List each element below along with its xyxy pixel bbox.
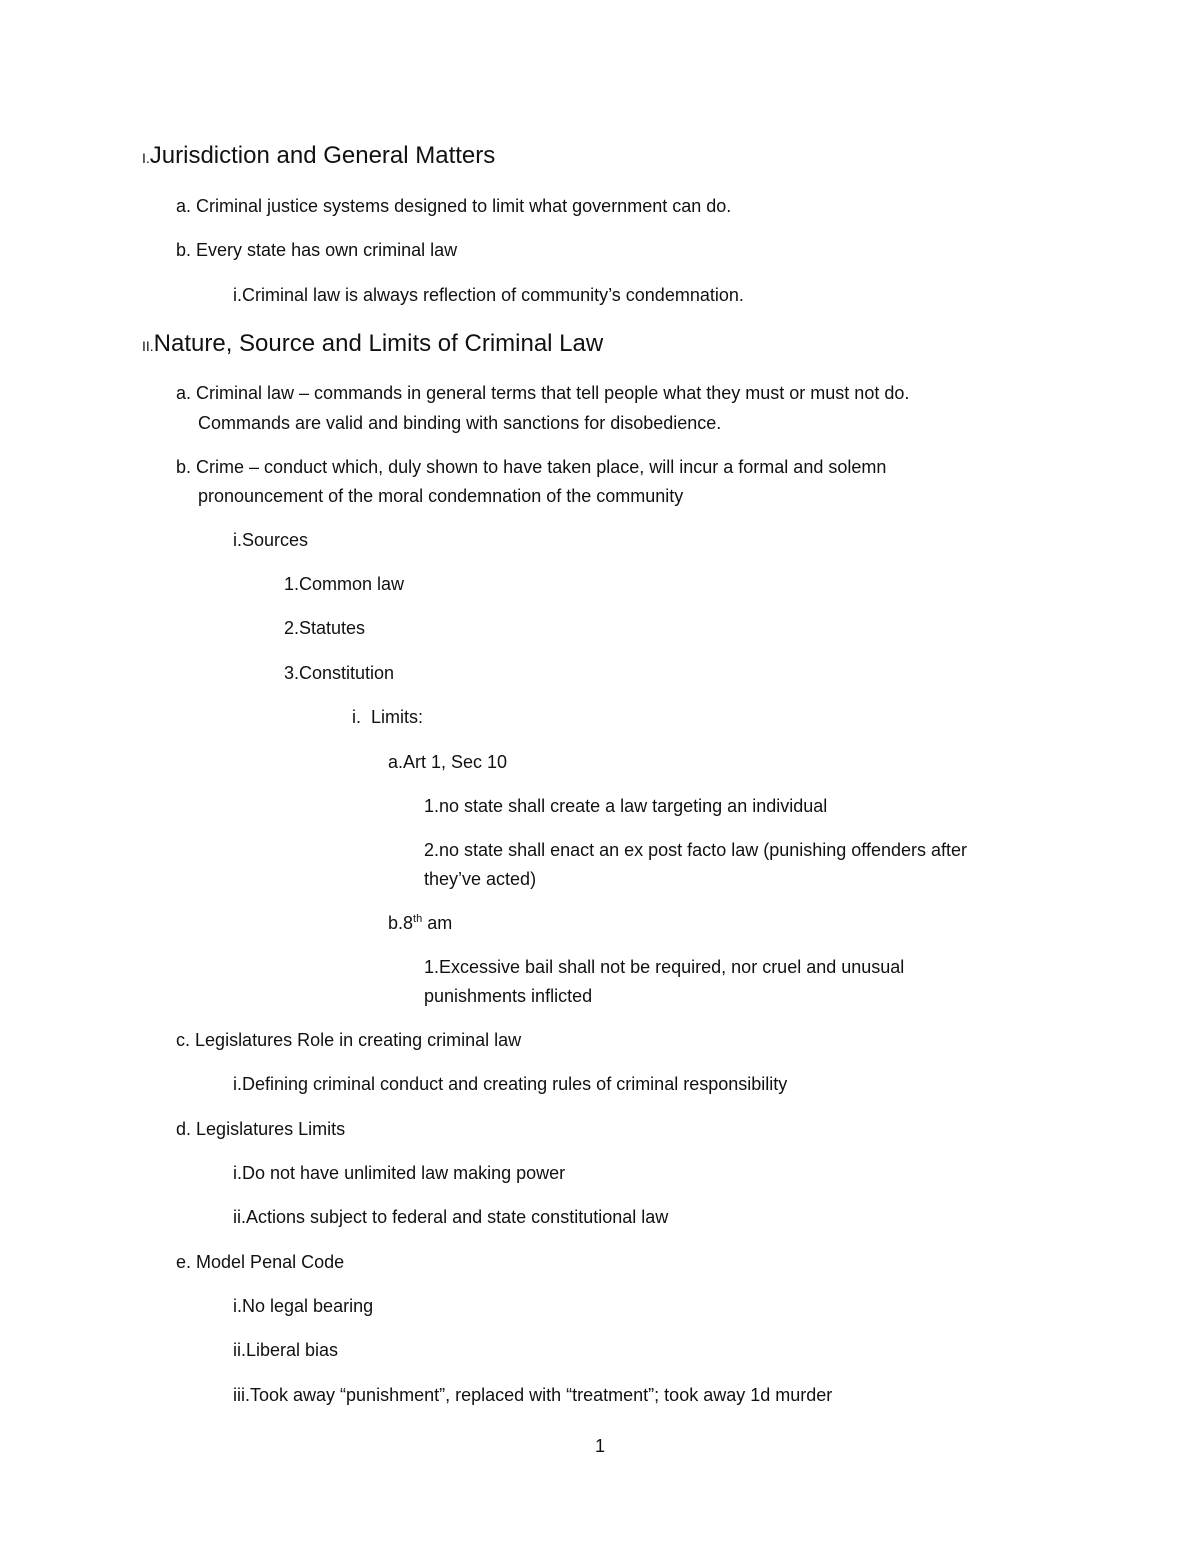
list-item bbox=[176, 235, 457, 265]
list-marker: 2. bbox=[284, 618, 300, 638]
list-text: no state shall create a law targeting an individual bbox=[439, 796, 828, 816]
list-marker: 1. bbox=[284, 574, 300, 594]
list-text: Sources bbox=[242, 530, 309, 550]
section-numeral: II. bbox=[142, 338, 154, 354]
list-text-continuation: they’ve acted) bbox=[424, 869, 537, 889]
list-text: no state shall enact an ex post facto law (punishing offenders after bbox=[439, 840, 968, 860]
list-marker: b. bbox=[176, 240, 192, 260]
list-marker: a. bbox=[176, 196, 192, 216]
list-text: Took away “punishment”, replaced with “treatment”; took away 1d murder bbox=[250, 1385, 833, 1405]
list-marker: d. bbox=[176, 1119, 192, 1139]
list-item bbox=[233, 1335, 338, 1365]
list-marker: a. bbox=[388, 752, 404, 772]
list-marker: i. bbox=[233, 1074, 242, 1094]
list-text: Legislatures Limits bbox=[196, 1119, 346, 1139]
section-heading bbox=[142, 327, 603, 363]
page-number: 1 bbox=[594, 1436, 605, 1456]
list-marker: c. bbox=[176, 1030, 191, 1050]
list-text: Constitution bbox=[299, 663, 395, 683]
superscript: th bbox=[413, 913, 423, 925]
list-text: Actions subject to federal and state constitutional law bbox=[246, 1207, 669, 1227]
list-marker: b. bbox=[388, 913, 404, 933]
list-marker: b. bbox=[176, 457, 192, 477]
list-item bbox=[233, 1069, 787, 1099]
section-title: Jurisdiction and General Matters bbox=[149, 142, 496, 169]
list-item bbox=[352, 702, 423, 732]
list-text: Every state has own criminal law bbox=[196, 240, 458, 260]
list-marker: ii. bbox=[233, 1207, 246, 1227]
list-text: Criminal law – commands in general terms that tell people what they must or must not do. bbox=[196, 383, 910, 403]
list-text: No legal bearing bbox=[242, 1296, 374, 1316]
list-item bbox=[176, 1025, 521, 1055]
list-text: Criminal justice systems designed to limit what government can do. bbox=[196, 196, 732, 216]
list-text: Do not have unlimited law making power bbox=[242, 1163, 566, 1183]
section-heading bbox=[142, 139, 495, 175]
list-item bbox=[233, 1158, 565, 1188]
list-marker: e. bbox=[176, 1252, 192, 1272]
list-marker: i. bbox=[233, 1296, 242, 1316]
list-marker: 1. bbox=[424, 957, 440, 977]
list-item bbox=[176, 191, 731, 221]
list-text: am bbox=[422, 913, 453, 933]
list-item bbox=[176, 1247, 344, 1277]
list-text: Art 1, Sec 10 bbox=[403, 752, 508, 772]
list-item bbox=[233, 1202, 668, 1232]
list-marker: 2. bbox=[424, 840, 440, 860]
list-item bbox=[176, 1114, 345, 1144]
list-marker: i. bbox=[352, 707, 361, 727]
list-item bbox=[176, 452, 886, 482]
list-marker: i. bbox=[233, 285, 242, 305]
list-item bbox=[388, 908, 452, 938]
list-marker: i. bbox=[233, 530, 242, 550]
list-text: Crime – conduct which, duly shown to have taken place, will incur a formal and solemn bbox=[196, 457, 887, 477]
list-item bbox=[284, 658, 394, 688]
list-text-continuation: punishments inflicted bbox=[424, 986, 593, 1006]
list-text-continuation: pronouncement of the moral condemnation of the community bbox=[198, 486, 684, 506]
section-numeral: I. bbox=[142, 150, 150, 166]
list-marker: iii. bbox=[233, 1385, 250, 1405]
list-item bbox=[233, 1291, 373, 1321]
list-item bbox=[424, 791, 827, 821]
list-marker: ii. bbox=[233, 1340, 246, 1360]
list-item bbox=[233, 280, 744, 310]
list-text-continuation: Commands are valid and binding with sanctions for disobedience. bbox=[198, 413, 722, 433]
list-marker: a. bbox=[176, 383, 192, 403]
list-text: Statutes bbox=[299, 618, 366, 638]
list-text: Model Penal Code bbox=[196, 1252, 345, 1272]
list-marker: 3. bbox=[284, 663, 300, 683]
list-item bbox=[424, 952, 904, 982]
list-text: Criminal law is always reflection of community’s condemnation. bbox=[242, 285, 744, 305]
list-text: Liberal bias bbox=[246, 1340, 339, 1360]
list-text: Limits: bbox=[371, 707, 424, 727]
list-text: Defining criminal conduct and creating rules of criminal responsibility bbox=[242, 1074, 788, 1094]
list-marker: i. bbox=[233, 1163, 242, 1183]
list-item bbox=[233, 525, 308, 555]
list-item bbox=[424, 835, 967, 865]
list-text: Common law bbox=[299, 574, 405, 594]
list-text: Excessive bail shall not be required, nor cruel and unusual bbox=[439, 957, 905, 977]
list-marker: 1. bbox=[424, 796, 440, 816]
list-item bbox=[284, 613, 365, 643]
list-text: Legislatures Role in creating criminal law bbox=[195, 1030, 522, 1050]
list-item bbox=[176, 378, 909, 408]
list-item bbox=[233, 1380, 832, 1410]
list-item bbox=[284, 569, 404, 599]
list-text: 8 bbox=[403, 913, 414, 933]
section-title: Nature, Source and Limits of Criminal Law bbox=[153, 330, 604, 357]
list-item bbox=[388, 747, 507, 777]
